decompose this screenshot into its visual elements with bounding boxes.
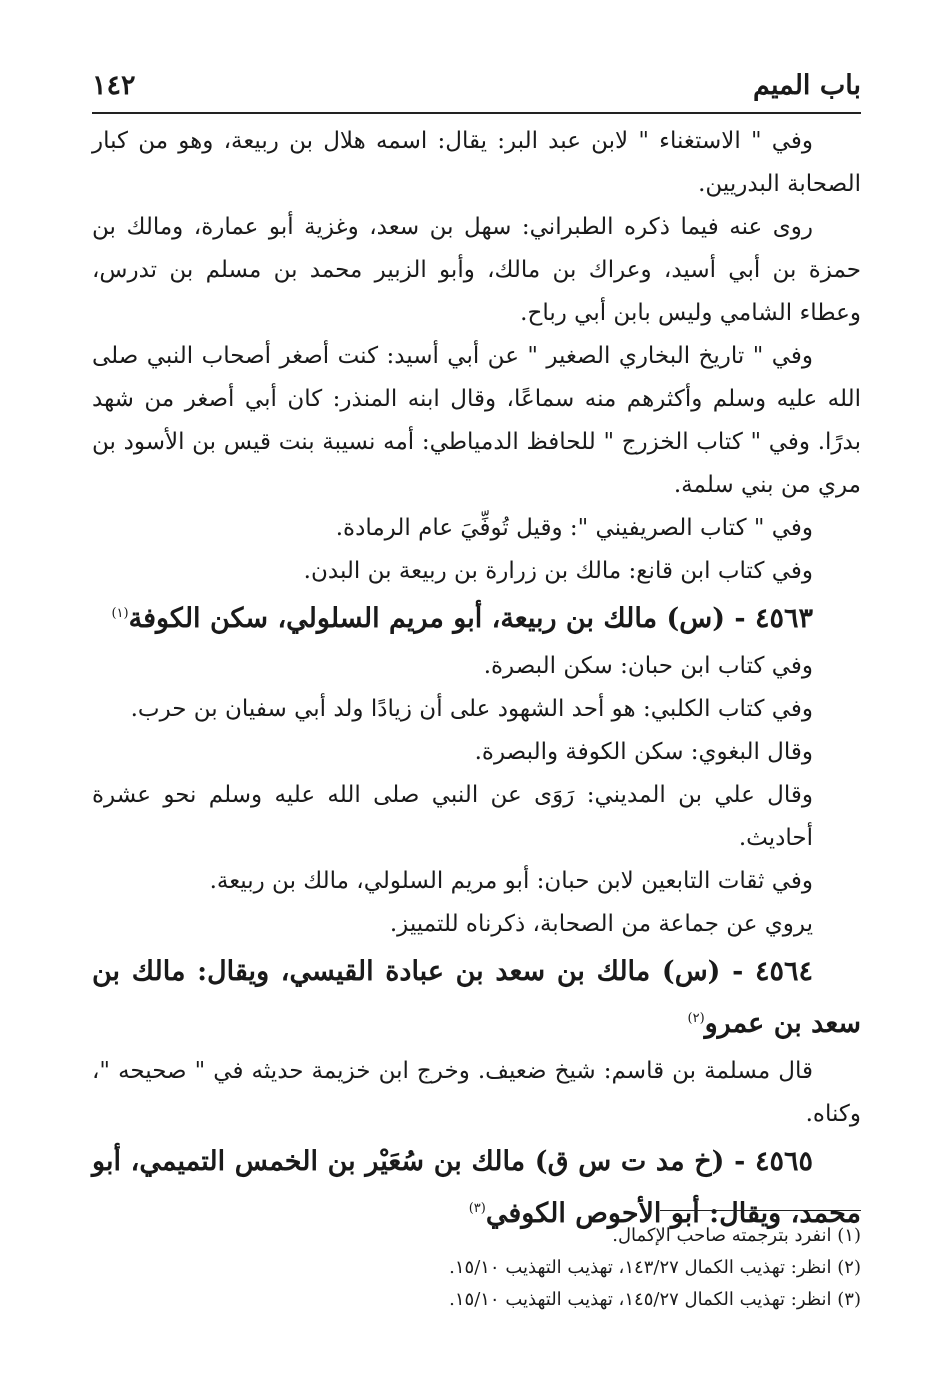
paragraph: وفي كتاب ابن قانع: مالك بن زرارة بن ربيعة بن البدن.: [303, 558, 813, 584]
page-number: ١٤٢: [92, 70, 136, 101]
paragraph: وفي كتاب الكلبي: هو أحد الشهود على أن زيادًا ولد أبي سفيان بن حرب.: [130, 696, 813, 722]
main-text: [92, 120, 861, 1240]
entry-heading-text: ٤٥٦٤ - (س) مالك بن سعد بن عبادة القيسي، ويقال: مالك بن سعد بن عمرو: [92, 956, 861, 1039]
footnote: (٢) انظر: تهذيب الكمال ١٤٣/٢٧، تهذيب التهذيب ١٥/١٠.: [449, 1257, 861, 1278]
paragraph: قال مسلمة بن قاسم: شيخ ضعيف. وخرج ابن خزيمة حديثه في " صحيحه "، وكناه.: [92, 1058, 861, 1127]
entry-heading-text: ٤٥٦٥ - (خ مد ت س ق) مالك بن سُعَيْر بن الخمس التميمي، أبو محمد، ويقال: أبو الأحوص الكوفي: [92, 1146, 861, 1229]
paragraph: وفي " كتاب الصريفيني ": وقيل تُوفِّيَ عام الرمادة.: [335, 515, 813, 541]
paragraph: وقال علي بن المديني: رَوَى عن النبي صلى الله عليه وسلم نحو عشرة أحاديث.: [92, 782, 813, 851]
paragraph: يروي عن جماعة من الصحابة، ذكرناه للتمييز.: [389, 911, 813, 937]
paragraph: وقال البغوي: سكن الكوفة والبصرة.: [474, 739, 813, 765]
footnotes: [92, 1220, 861, 1316]
page-header: [92, 62, 861, 114]
footnote-marker: (٣): [468, 1201, 486, 1216]
paragraph: وفي " الاستغناء " لابن عبد البر: يقال: اسمه هلال بن ربيعة، وهو من كبار الصحابة البدريين.: [92, 128, 861, 197]
chapter-title: باب الميم: [752, 70, 861, 101]
footnote: (١) انفرد بترجمته صاحب الإكمال.: [612, 1225, 861, 1246]
footnote-separator: [660, 1210, 861, 1211]
footnote-marker: (١): [111, 606, 129, 621]
paragraph: روى عنه فيما ذكره الطبراني: سهل بن سعد، وغزية أبو عمارة، ومالك بن حمزة بن أبي أسيد، وعراك بن مالك، وأبو الزبير محمد بن مسلم بن تدرس، وعطاء الشامي وليس بابن أبي رباح.: [92, 214, 861, 326]
paragraph: وفي ثقات التابعين لابن حبان: أبو مريم السلولي، مالك بن ربيعة.: [209, 868, 813, 894]
entry-heading: [92, 946, 861, 1050]
footnote: (٣) انظر: تهذيب الكمال ١٤٥/٢٧، تهذيب التهذيب ١٥/١٠.: [449, 1289, 861, 1310]
footnote-marker: (٢): [687, 1011, 705, 1026]
entry-heading-text: ٤٥٦٣ - (س) مالك بن ربيعة، أبو مريم السلولي، سكن الكوفة: [128, 603, 813, 634]
paragraph: وفي كتاب ابن حبان: سكن البصرة.: [483, 653, 813, 679]
entry-heading: [92, 593, 861, 645]
paragraph: وفي " تاريخ البخاري الصغير " عن أبي أسيد: كنت أصغر أصحاب النبي صلى الله عليه وسلم وأكثرهم منه سماعًا، وقال ابنه المنذر: كان أبي أصغر من شهد بدرًا. وفي " كتاب الخزرج " للحافظ الدمياطي: أمه نسيبة بنت قيس بن الأسود بن مري من بني سلمة.: [92, 343, 861, 498]
